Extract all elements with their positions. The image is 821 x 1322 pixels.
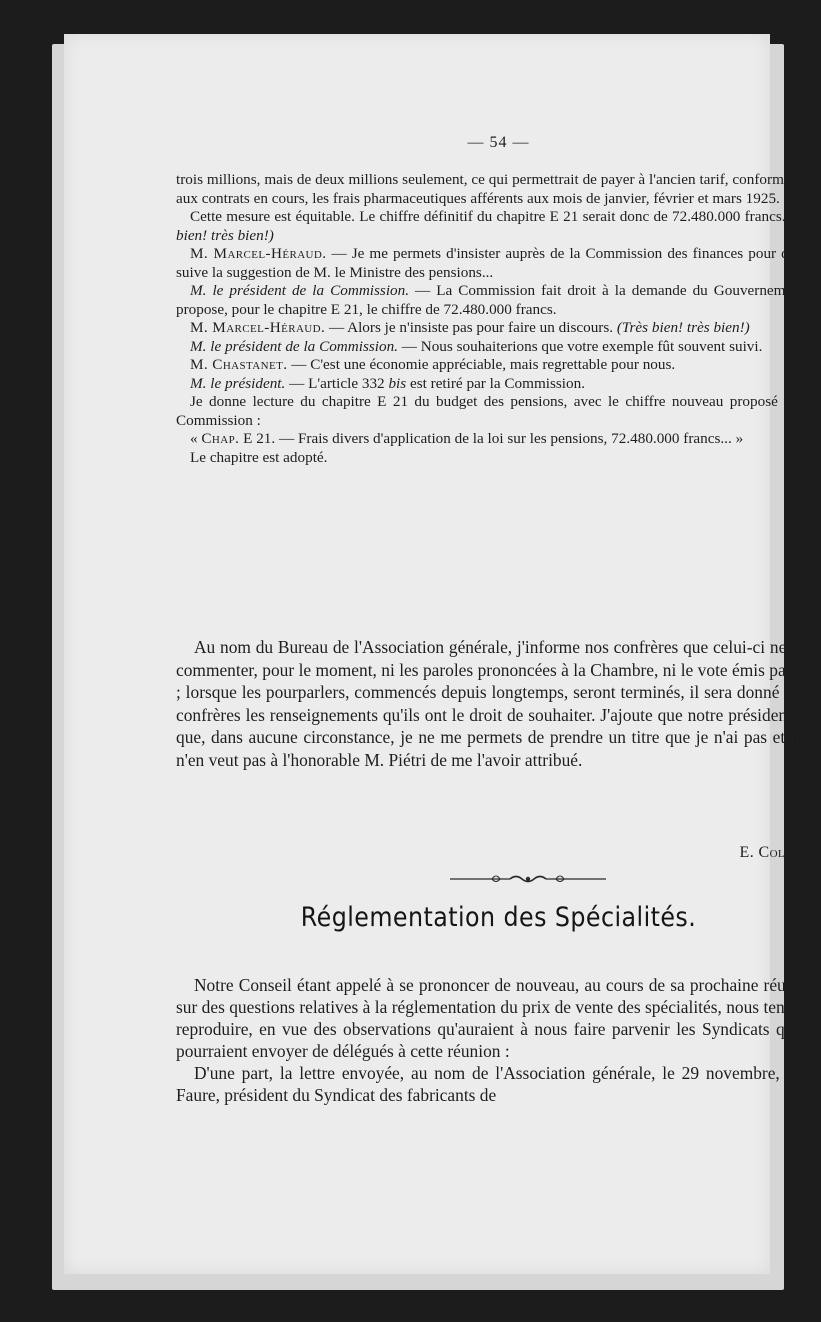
page-number: — 54 — [467, 134, 530, 151]
debate-paragraph [176, 375, 821, 394]
debate-paragraph [176, 208, 821, 245]
speaker-name: M. Chastanet. [190, 356, 288, 373]
speaker-name: M. le président de la Commission. [190, 282, 410, 299]
debate-text: Cette mesure est équitable. Le chiffre définitif du chapitre E 21 serait donc de 72.480.000 francs. [190, 208, 790, 225]
section-title: Réglementation des Spécialités. [300, 902, 697, 933]
speaker-name: M. Marcel-Héraud. [190, 245, 327, 262]
debate-paragraph [176, 430, 821, 449]
debate-text: — L'article 332 [285, 374, 389, 392]
speaker-name: M. Marcel-Héraud. [190, 319, 326, 336]
association-statement [176, 636, 821, 771]
speaker-name: M. le président. [190, 374, 286, 392]
debate-text: — C'est une économie appréciable, mais regrettable pour nous. [287, 356, 676, 373]
speaker-name: M. le président de la Commission. [190, 337, 398, 355]
debate-text: Le chapitre est adopté. [190, 448, 328, 466]
debate-text: est retiré par la Commission. [406, 374, 586, 392]
debate-paragraph [176, 319, 821, 338]
debate-transcript [176, 171, 821, 467]
debate-paragraph [176, 356, 821, 375]
document-page [64, 34, 821, 1274]
debate-text: trois millions, mais de deux millions seulement, ce qui permettrait de payer à l'ancien tarif, conformément aux contrats en cours, les frais pharmaceutiques afférents aux mois de janvier, février et mars 1925. [176, 171, 821, 207]
debate-text: Je donne lecture du chapitre E 21 du budget des pensions, avec le chiffre nouveau proposé par la Commission : [176, 393, 821, 429]
applause-aside: (Très bien! très bien!) [176, 208, 821, 244]
bis-term: bis [388, 374, 407, 392]
flourish-divider-icon [448, 870, 608, 888]
statement-paragraph: Au nom du Bureau de l'Association générale, j'informe nos confrères que celui-ci ne veut commenter, pour le moment, ni les paroles prononcées à la Chambre, ni le vote émis par elle ; lorsque les pourparlers, commencés depuis longtemps, seront terminés, il sera donné à nos confrères les renseignements qu'ils ont le droit de souhaiter. J'ajoute que notre président sait que, dans aucune circonstance, je ne me permets de prendre un titre que je n'ai pas et qu'il n'en veut pas à l'honorable M. Piétri de me l'avoir attribué. [176, 637, 821, 770]
debate-paragraph [176, 449, 821, 468]
debate-text: — Je me permets d'insister auprès de la Commission des finances pour qu'elle suive la suggestion de M. le Ministre des pensions... [176, 245, 821, 281]
author-signature: E. Collard. [739, 844, 821, 861]
debate-text: « [190, 430, 202, 447]
debate-paragraph [176, 282, 821, 319]
debate-paragraph [176, 171, 821, 208]
debate-text: — Alors je n'insiste pas pour faire un discours. [325, 319, 617, 336]
debate-text: — Nous souhaiterions que votre exemple fût souvent suivi. [397, 337, 763, 355]
applause-aside: (Très bien! très bien!) [616, 319, 750, 336]
section-paragraph: Notre Conseil étant appelé à se prononcer de nouveau, au cours de sa prochaine réunion, sur des questions relatives à la réglementation du prix de vente des spécialités, nous tenons à reproduire, en vue des observations qu'auraient à nous faire parvenir les Syndicats qui ne pourraient envoyer de délégués à cette réunion : [176, 975, 821, 1061]
debate-paragraph [176, 245, 821, 282]
section-paragraph: D'une part, la lettre envoyée, au nom de l'Association générale, le 29 novembre, à M. Faure, président du Syndicat des fabricants de [176, 1063, 821, 1105]
debate-text: E 21. — Frais divers d'application de la loi sur les pensions, 72.480.000 francs... » [239, 430, 744, 447]
debate-paragraph [176, 338, 821, 357]
debate-text: — La Commission fait droit à la demande du Gouvernement et propose, pour le chapitre E 21, le chiffre de 72.480.000 francs. [176, 282, 821, 318]
debate-paragraph [176, 393, 821, 430]
chapter-label: Chap. [201, 430, 240, 447]
section-body [176, 974, 821, 1106]
